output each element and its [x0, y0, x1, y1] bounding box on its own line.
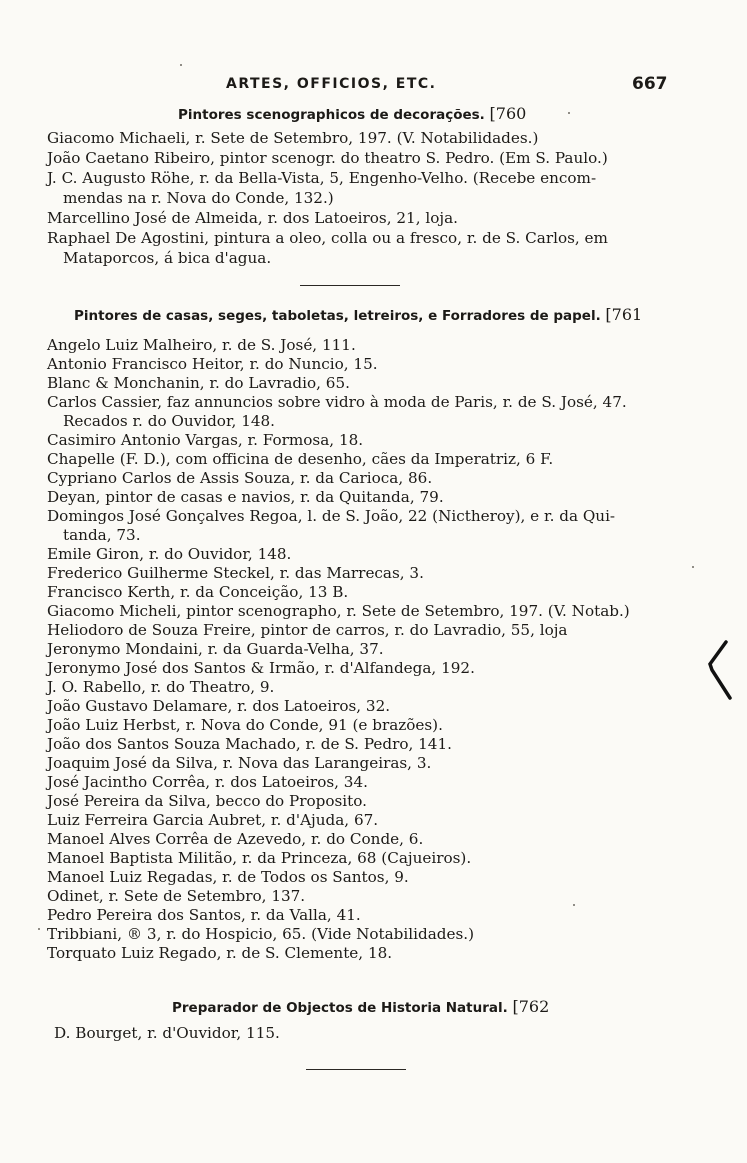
- entry-line: Chapelle (F. D.), com officina de desenho, cães da Imperatriz, 6 F.: [47, 450, 554, 468]
- entry-line: Odinet, r. Sete de Setembro, 137.: [47, 887, 306, 905]
- running-head: [0, 76, 747, 98]
- entry-line-continued: Mataporcos, á bica d'agua.: [63, 249, 272, 267]
- entry-line: Francisco Kerth, r. da Conceição, 13 B.: [47, 583, 349, 601]
- section-heading-text: Pintores de casas, seges, taboletas, letreiros, e Forradores de papel.: [74, 308, 601, 324]
- entry-line: Domingos José Gonçalves Regoa, l. de S. João, 22 (Nictheroy), e r. da Qui-: [47, 507, 616, 525]
- entry-line: Angelo Luiz Malheiro, r. de S. José, 111.: [47, 336, 356, 354]
- page-number: 667: [632, 74, 668, 94]
- entry-line: Giacomo Michaeli, r. Sete de Setembro, 197. (V. Notabilidades.): [47, 129, 539, 147]
- entry-line: Blanc & Monchanin, r. do Lavradio, 65.: [47, 374, 350, 392]
- entry-line: Antonio Francisco Heitor, r. do Nuncio, 15.: [47, 355, 378, 373]
- entry-line: Manoel Alves Corrêa de Azevedo, r. do Conde, 6.: [47, 830, 424, 848]
- entry-line: Cypriano Carlos de Assis Souza, r. da Carioca, 86.: [47, 469, 433, 487]
- entry-line: Heliodoro de Souza Freire, pintor de carros, r. do Lavradio, 55, loja: [47, 621, 568, 639]
- section-heading-760: [178, 104, 526, 123]
- section-code: [760: [489, 104, 527, 123]
- section-divider: [300, 285, 400, 286]
- scan-speck: [573, 904, 575, 906]
- scan-speck: [38, 928, 40, 930]
- end-divider: [306, 1069, 406, 1070]
- entry-line: João Gustavo Delamare, r. dos Latoeiros, 32.: [47, 697, 391, 715]
- scan-speck: [568, 112, 570, 114]
- entry-line: Deyan, pintor de casas e navios, r. da Quitanda, 79.: [47, 488, 444, 506]
- entry-line: Carlos Cassier, faz annuncios sobre vidro à moda de Paris, r. de S. José, 47.: [47, 393, 627, 411]
- entry-line: Emile Giron, r. do Ouvidor, 148.: [47, 545, 292, 563]
- running-title: ARTES, OFFICIOS, ETC.: [226, 76, 437, 92]
- section-heading-text: Pintores scenographicos de decorações.: [178, 107, 485, 123]
- entry-line-continued: Recados r. do Ouvidor, 148.: [63, 412, 276, 430]
- entry-line: Manoel Luiz Regadas, r. de Todos os Santos, 9.: [47, 868, 409, 886]
- margin-mark-icon: [704, 640, 734, 700]
- section-code: [761: [605, 305, 643, 324]
- entry-line-continued: mendas na r. Nova do Conde, 132.): [63, 189, 334, 207]
- section-heading-text: Preparador de Objectos de Historia Natural.: [172, 1000, 508, 1016]
- entry-line: Torquato Luiz Regado, r. de S. Clemente, 18.: [47, 944, 393, 962]
- section-heading-762: [172, 997, 549, 1016]
- entry-line: João dos Santos Souza Machado, r. de S. Pedro, 141.: [47, 735, 452, 753]
- entry-line: D. Bourget, r. d'Ouvidor, 115.: [54, 1024, 280, 1042]
- entry-line: J. O. Rabello, r. do Theatro, 9.: [47, 678, 275, 696]
- entry-line: Tribbiani, ® 3, r. do Hospicio, 65. (Vide Notabilidades.): [47, 925, 475, 943]
- section-code: [762: [512, 997, 550, 1016]
- entry-line: José Jacintho Corrêa, r. dos Latoeiros, 34.: [47, 773, 368, 791]
- entry-line: Frederico Guilherme Steckel, r. das Marrecas, 3.: [47, 564, 424, 582]
- entry-line: Jeronymo José dos Santos & Irmão, r. d'Alfandega, 192.: [47, 659, 475, 677]
- entry-line: Raphael De Agostini, pintura a oleo, colla ou a fresco, r. de S. Carlos, em: [47, 229, 608, 247]
- entry-line: Joaquim José da Silva, r. Nova das Larangeiras, 3.: [47, 754, 432, 772]
- entry-line: J. C. Augusto Röhe, r. da Bella-Vista, 5, Engenho-Velho. (Recebe encom-: [47, 169, 597, 187]
- entry-line: Luiz Ferreira Garcia Aubret, r. d'Ajuda, 67.: [47, 811, 379, 829]
- entry-line: Marcellino José de Almeida, r. dos Latoeiros, 21, loja.: [47, 209, 458, 227]
- entry-line: Pedro Pereira dos Santos, r. da Valla, 41.: [47, 906, 361, 924]
- entry-line: João Caetano Ribeiro, pintor scenogr. do theatro S. Pedro. (Em S. Paulo.): [47, 149, 608, 167]
- entry-line: José Pereira da Silva, becco do Proposito.: [47, 792, 367, 810]
- entry-line-continued: tanda, 73.: [63, 526, 141, 544]
- entry-line: Manoel Baptista Militão, r. da Princeza, 68 (Cajueiros).: [47, 849, 472, 867]
- scan-speck: [180, 64, 182, 66]
- entry-line: Casimiro Antonio Vargas, r. Formosa, 18.: [47, 431, 364, 449]
- entry-line: Jeronymo Mondaini, r. da Guarda-Velha, 37.: [47, 640, 384, 658]
- section-heading-761: [74, 305, 642, 324]
- entry-line: Giacomo Micheli, pintor scenographo, r. Sete de Setembro, 197. (V. Notab.): [47, 602, 630, 620]
- entry-line: João Luiz Herbst, r. Nova do Conde, 91 (e brazões).: [47, 716, 443, 734]
- scan-speck: [692, 566, 694, 568]
